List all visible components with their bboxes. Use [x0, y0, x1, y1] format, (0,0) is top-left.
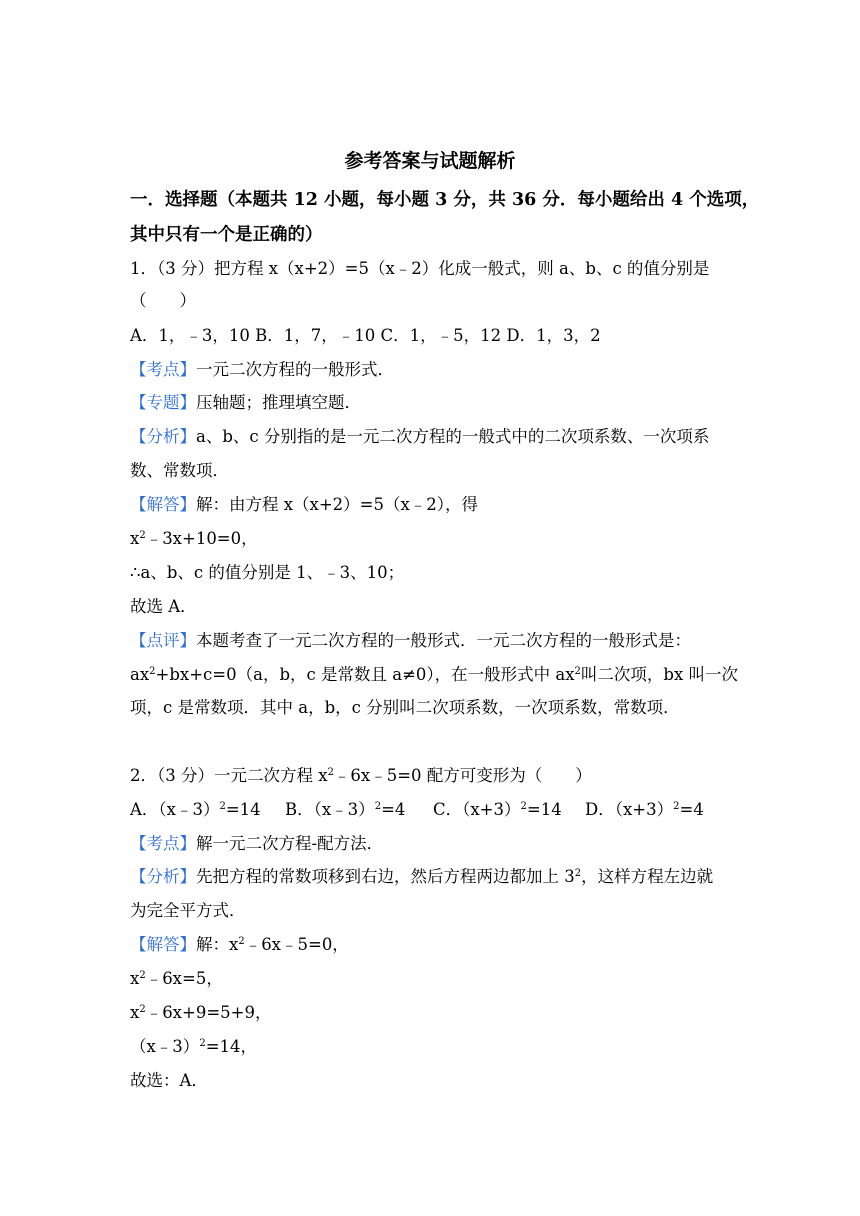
q2-jieda-tag: 【解答】: [130, 935, 196, 954]
q2-fenxi-exp: 2: [574, 868, 582, 879]
q2-fenxi-b: ，这样方程左边就: [581, 867, 714, 886]
q1-sol-exp: 2: [139, 530, 146, 541]
q2-optB-b: =4: [381, 800, 406, 819]
q1-dianping-tag: 【点评】: [130, 631, 196, 650]
q2-stem: [130, 765, 592, 787]
q2-option-d: [585, 799, 704, 821]
q2-step1: [130, 968, 223, 990]
q2-jieda-b: ﹣6x﹣5=0，: [244, 935, 349, 954]
q2-kaodian-tag: 【考点】: [130, 834, 196, 853]
q2-s2-exp: 2: [139, 1004, 146, 1015]
q2-kaodian: [130, 833, 383, 855]
q1-solution-line: [130, 528, 258, 550]
q1-dianping-text: 本题考查了一元二次方程的一般形式．一元二次方程的一般形式是：: [196, 631, 691, 650]
q2-fenxi-tag: 【分析】: [130, 867, 196, 886]
q2-optB-exp: 2: [374, 801, 382, 812]
page-title: 参考答案与试题解析: [344, 150, 516, 172]
q1-kaodian: [130, 359, 394, 381]
q2-optD-a: D．（x+3）: [585, 800, 674, 819]
q2-choose: 故选：A．: [130, 1071, 208, 1090]
q1-dianping-line2: [130, 664, 738, 686]
q1-zhuanti: [130, 392, 361, 414]
q2-optA-exp: 2: [219, 801, 226, 812]
q2-s1-b: ﹣6x=5，: [145, 969, 223, 988]
q1-jieda: [130, 494, 478, 516]
q2-optC-exp: 2: [520, 801, 527, 812]
q2-s3-a: （x﹣3）: [130, 1037, 200, 1056]
q1-fenxi-tag: 【分析】: [130, 427, 196, 446]
q1-stem-line2: （ ）: [130, 291, 196, 310]
q1-sol-rest: ﹣3x+10=0，: [145, 529, 258, 548]
q1-options: A．1，﹣3，10 B．1，7，﹣10 C．1，﹣5，12 D．1，3，2: [130, 326, 601, 345]
q1-choose: 故选 A．: [130, 597, 197, 616]
q2-step3: [130, 1036, 257, 1058]
q2-optC-b: =14: [526, 800, 562, 819]
q2-s2-a: x: [130, 1003, 140, 1022]
q2-s3-b: =14，: [205, 1037, 258, 1056]
q2-fenxi-line2: 为完全平方式．: [130, 901, 246, 920]
q1-dp2-exp1: 2: [149, 666, 156, 677]
q1-fenxi: [130, 426, 709, 448]
q1-sol-x: x: [130, 529, 140, 548]
q2-optB-a: B．（x﹣3）: [285, 800, 375, 819]
q2-stem-b: ﹣6x﹣5=0 配方可变形为（ ）: [333, 766, 592, 785]
q2-optC-a: C．（x+3）: [433, 800, 521, 819]
q1-stem-line1: 1．（3 分）把方程 x（x+2）=5（x﹣2）化成一般式，则 a、b、c 的值分别是: [130, 259, 710, 278]
q2-s2-b: ﹣6x+9=5+9，: [145, 1003, 272, 1022]
q1-jieda-tag: 【解答】: [130, 495, 196, 514]
q1-kaodian-text: 一元二次方程的一般形式．: [196, 360, 394, 379]
q2-stem-exp: 2: [327, 767, 334, 778]
q2-step2: [130, 1002, 271, 1024]
q1-zhuanti-tag: 【专题】: [130, 393, 196, 412]
q1-fenxi-text: a、b、c 分别指的是一元二次方程的一般式中的二次项系数、一次项系: [196, 427, 710, 446]
q2-option-c: [433, 799, 562, 821]
q1-dp2-c: 叫二次项，bx 叫一次: [580, 665, 739, 684]
section-heading-line2: 其中只有一个是正确的）: [130, 225, 323, 245]
q2-s1-a: x: [130, 969, 140, 988]
q2-jieda-exp: 2: [238, 936, 245, 947]
q2-optD-b: =4: [679, 800, 704, 819]
q2-jieda-a: 解：x: [196, 935, 239, 954]
q2-jieda: [130, 934, 349, 956]
q1-dp2-a: ax: [130, 665, 150, 684]
q1-dp2-b: +bx+c=0（a，b，c 是常数且 a≠0），在一般形式中 ax: [155, 665, 575, 684]
q2-optA-b: =14: [225, 800, 261, 819]
q1-therefore: ∴a、b、c 的值分别是 1、﹣3、10；: [130, 563, 405, 582]
q1-jieda-text: 解：由方程 x（x+2）=5（x﹣2），得: [196, 495, 479, 514]
q1-dianping: [130, 630, 691, 652]
q1-fenxi-line2: 数、常数项．: [130, 461, 229, 480]
q2-s1-exp: 2: [139, 970, 146, 981]
q2-fenxi: [130, 866, 713, 888]
section-heading-line1: 一．选择题（本题共 12 小题，每小题 3 分，共 36 分．每小题给出 4 个选项，: [130, 190, 760, 210]
q2-fenxi-a: 先把方程的常数项移到右边，然后方程两边都加上 3: [196, 867, 575, 886]
q2-s3-exp: 2: [199, 1038, 206, 1049]
q1-dp2-exp2: 2: [574, 666, 581, 677]
q2-stem-a: 2．（3 分）一元二次方程 x: [130, 766, 328, 785]
q1-dianping-line3: 项，c 是常数项．其中 a，b，c 分别叫二次项系数，一次项系数，常数项．: [130, 698, 680, 717]
q2-optA-a: A．（x﹣3）: [130, 800, 220, 819]
q2-option-a: [130, 799, 261, 821]
q2-optD-exp: 2: [673, 801, 680, 812]
q2-option-b: [285, 799, 405, 821]
q1-zhuanti-text: 压轴题；推理填空题．: [196, 393, 361, 412]
q1-kaodian-tag: 【考点】: [130, 360, 196, 379]
q2-kaodian-text: 解一元二次方程-配方法．: [196, 834, 384, 853]
